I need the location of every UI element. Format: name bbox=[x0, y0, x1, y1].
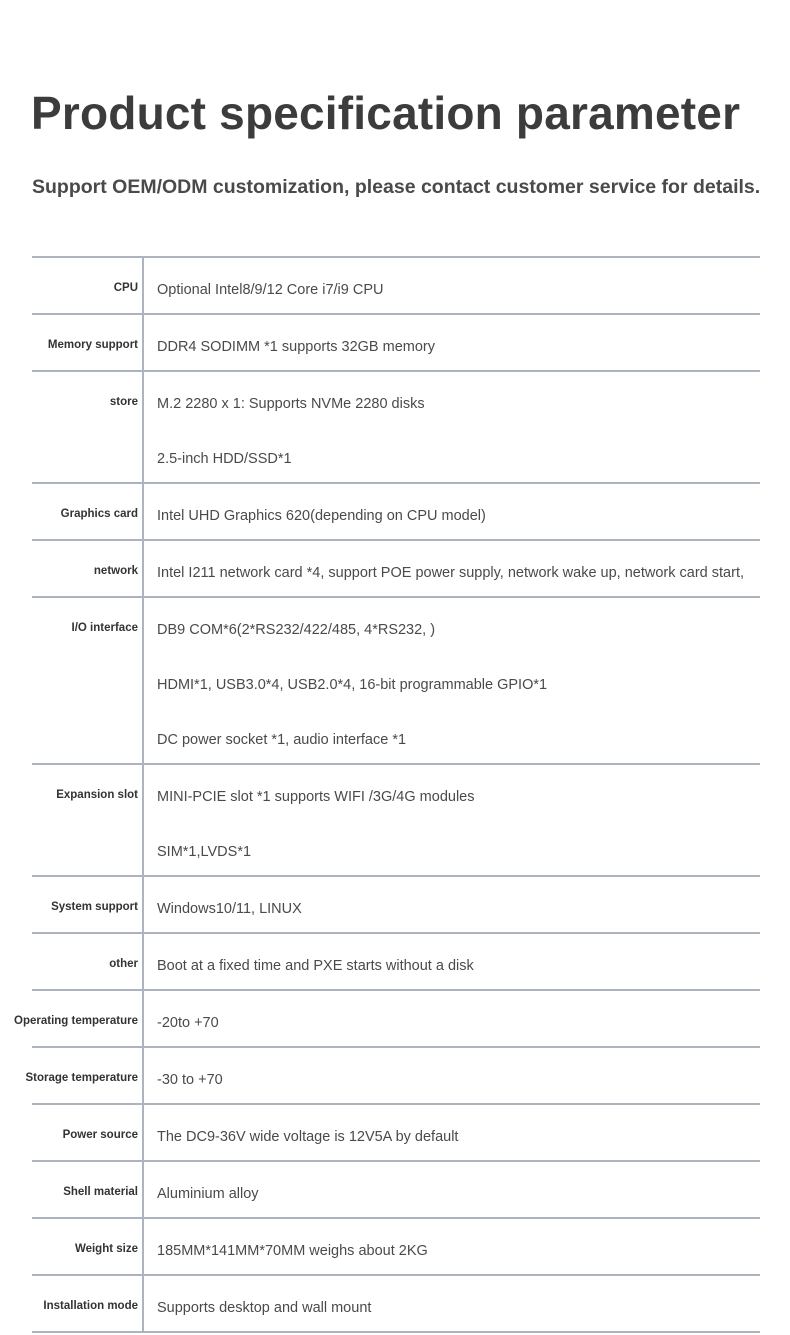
spec-row bbox=[0, 596, 790, 763]
spec-label: Weight size bbox=[0, 1219, 144, 1274]
spec-value: Boot at a fixed time and PXE starts without a disk bbox=[157, 958, 474, 974]
spec-table bbox=[0, 256, 790, 1333]
spec-values bbox=[144, 484, 790, 539]
spec-label: Operating temperature bbox=[0, 991, 144, 1046]
divider-mask bbox=[0, 313, 32, 315]
divider-mask bbox=[760, 989, 790, 991]
spec-row bbox=[0, 1274, 790, 1333]
spec-label: Expansion slot bbox=[0, 765, 144, 875]
spec-row bbox=[0, 875, 790, 932]
spec-value: HDMI*1, USB3.0*4, USB2.0*4, 16-bit programmable GPIO*1 bbox=[157, 677, 548, 693]
spec-values bbox=[144, 877, 790, 932]
spec-value: -20to +70 bbox=[157, 1015, 219, 1031]
spec-label: Graphics card bbox=[0, 484, 144, 539]
divider-mask bbox=[760, 1274, 790, 1276]
spec-row bbox=[0, 1160, 790, 1217]
divider-mask bbox=[0, 1103, 32, 1105]
divider-mask bbox=[760, 482, 790, 484]
spec-label: Memory support bbox=[0, 315, 144, 370]
spec-value: 185MM*141MM*70MM weighs about 2KG bbox=[157, 1243, 428, 1259]
spec-value: Supports desktop and wall mount bbox=[157, 1300, 372, 1316]
spec-values bbox=[144, 541, 790, 596]
divider-mask bbox=[760, 1160, 790, 1162]
spec-value: Intel UHD Graphics 620(depending on CPU model) bbox=[157, 508, 486, 524]
spec-row bbox=[0, 370, 790, 482]
divider-mask bbox=[0, 1331, 32, 1333]
divider-mask bbox=[760, 1046, 790, 1048]
spec-value: 2.5-inch HDD/SSD*1 bbox=[157, 451, 292, 467]
page-title: Product specification parameter bbox=[31, 87, 741, 139]
spec-label: Shell material bbox=[0, 1162, 144, 1217]
spec-values bbox=[144, 1105, 790, 1160]
divider-mask bbox=[0, 482, 32, 484]
spec-value: DB9 COM*6(2*RS232/422/485, 4*RS232, ) bbox=[157, 622, 436, 638]
spec-values bbox=[144, 765, 790, 875]
spec-values bbox=[144, 991, 790, 1046]
spec-label: Power source bbox=[0, 1105, 144, 1160]
spec-label: Storage temperature bbox=[0, 1048, 144, 1103]
divider-mask bbox=[760, 596, 790, 598]
divider-mask bbox=[0, 875, 32, 877]
divider-mask bbox=[0, 1160, 32, 1162]
divider-mask bbox=[760, 539, 790, 541]
spec-values bbox=[144, 258, 790, 313]
spec-values bbox=[144, 372, 790, 482]
spec-value: Aluminium alloy bbox=[157, 1186, 259, 1202]
spec-label: System support bbox=[0, 877, 144, 932]
divider-mask bbox=[0, 989, 32, 991]
spec-value: The DC9-36V wide voltage is 12V5A by default bbox=[157, 1129, 459, 1145]
spec-label: other bbox=[0, 934, 144, 989]
spec-row bbox=[0, 932, 790, 989]
divider-mask bbox=[0, 256, 32, 258]
spec-values bbox=[144, 1162, 790, 1217]
spec-values bbox=[144, 934, 790, 989]
spec-row bbox=[0, 539, 790, 596]
spec-label: CPU bbox=[0, 258, 144, 313]
spec-value: Windows10/11, LINUX bbox=[157, 901, 302, 917]
divider-mask bbox=[0, 1046, 32, 1048]
spec-label: store bbox=[0, 372, 144, 482]
spec-value: Intel I211 network card *4, support POE power supply, network wake up, network card start, bbox=[157, 565, 744, 581]
spec-value: M.2 2280 x 1: Supports NVMe 2280 disks bbox=[157, 396, 425, 412]
page-subtitle: Support OEM/ODM customization, please contact customer service for details. bbox=[32, 176, 761, 198]
divider-mask bbox=[0, 932, 32, 934]
divider-mask bbox=[0, 596, 32, 598]
divider-mask bbox=[760, 763, 790, 765]
spec-row bbox=[0, 1217, 790, 1274]
divider-mask bbox=[760, 370, 790, 372]
divider-mask bbox=[0, 1274, 32, 1276]
spec-value: SIM*1,LVDS*1 bbox=[157, 844, 252, 860]
spec-value: Optional Intel8/9/12 Core i7/i9 CPU bbox=[157, 282, 384, 298]
spec-row bbox=[0, 989, 790, 1046]
spec-value: -30 to +70 bbox=[157, 1072, 223, 1088]
divider-mask bbox=[760, 932, 790, 934]
divider-mask bbox=[760, 1103, 790, 1105]
spec-values bbox=[144, 598, 790, 763]
divider-mask bbox=[760, 313, 790, 315]
divider-mask bbox=[760, 1331, 790, 1333]
divider-mask bbox=[760, 875, 790, 877]
divider-mask bbox=[760, 1217, 790, 1219]
spec-row bbox=[0, 1046, 790, 1103]
divider-mask bbox=[760, 256, 790, 258]
divider-mask bbox=[0, 763, 32, 765]
divider-mask bbox=[0, 370, 32, 372]
spec-value: DDR4 SODIMM *1 supports 32GB memory bbox=[157, 339, 435, 355]
spec-values bbox=[144, 1048, 790, 1103]
spec-values bbox=[144, 315, 790, 370]
spec-row bbox=[0, 256, 790, 313]
divider-mask bbox=[0, 1217, 32, 1219]
spec-values bbox=[144, 1219, 790, 1274]
divider-mask bbox=[0, 539, 32, 541]
spec-label: Installation mode bbox=[0, 1276, 144, 1331]
spec-row bbox=[0, 1103, 790, 1160]
spec-label: network bbox=[0, 541, 144, 596]
spec-values bbox=[144, 1276, 790, 1331]
spec-value: DC power socket *1, audio interface *1 bbox=[157, 732, 407, 748]
spec-row bbox=[0, 763, 790, 875]
spec-label: I/O interface bbox=[0, 598, 144, 763]
spec-row bbox=[0, 482, 790, 539]
spec-row bbox=[0, 313, 790, 370]
spec-value: MINI-PCIE slot *1 supports WIFI /3G/4G modules bbox=[157, 789, 475, 805]
